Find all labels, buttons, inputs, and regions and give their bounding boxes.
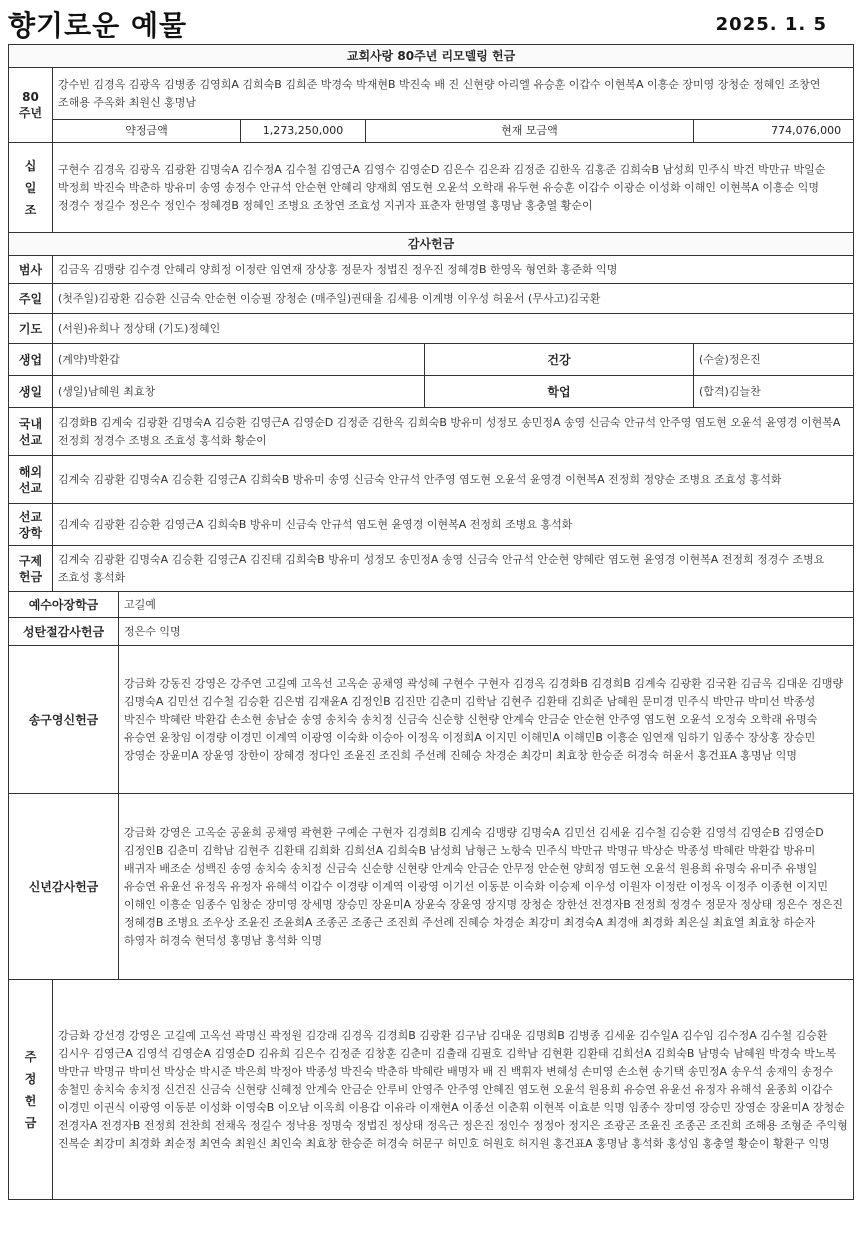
saengeop-donors: (계약)박환갑: [53, 344, 425, 376]
anniversary-label: [9, 68, 53, 143]
thanks-section-title: 감사헌금: [9, 233, 854, 256]
geongang-label: [425, 344, 694, 376]
new-year-offering-label: 신년감사헌금: [9, 794, 119, 980]
anniversary-label-text: 80 주년: [18, 90, 43, 120]
weekly-offering-donors: 강금화 강선경 강영은 고길예 고옥선 곽명신 곽정원 김강래 김경옥 김경희B 김광환 김구남 김대운 김명희B 김병종 김세윤 김수일A 김수임 김수정A 김수철 김승환 김시우 김영근A 김영석 김영순A 김영순D 김유희 김은수 김정준 김창훈 김춘미 김출래 김필호 김학남 김현환 김환태 김희선A 김희숙B 남명숙 남혜원 박경숙 박노복 박만규 박명규 박미선 박상순 박시준 박은희 박정아 박종성 박진숙 박춘하 박혜란 배명자 배 진 백휘자 변혜성 손미영 손소현 송기택 송민정A 송우석 송재익 송정수 송철민 송치숙 송치정 신건진 신금숙 신현량 신혜정 안계숙 안금순 안루비 안영주 안주영 안혜진 염도현 오윤석 원용희 유승연 유윤선 유정자 유해석 윤종희 이갑수 이경민 이권식 이광영 이동분 이성화 이영숙B 이오남 이옥희 이용갑 이유라 이재현A 이종선 이춘휘 이현복 이효분 익명 임종수 장미영 장승민 장영순 장윤미A 장청순 전경자A 전경자B 전정희 전찬희 전채옥 정길수 정낙용 정명숙 정법진 정상태 정옥근 정은진 정인수 정정아 정지은 조광곤 조윤진 조종곤 조진희 조해용 조형준 주익형 진복순 최강미 최경화 최순정 최연숙 최원신 최인숙 최효창 한승준 허경숙 허문구 허민호 허원호 허지원 홍건표A 홍명남 홍석화 홍성임 홍충열 황순이 황환구 익명: [53, 980, 854, 1200]
anniversary-donors: 강수빈 김경옥 김광옥 김병종 김영희A 김희숙B 김희준 박경숙 박재현B 박진숙 배 진 신현량 아리엘 유승훈 이갑수 이현복A 이흥순 장미영 장청순 정혜인 조창연 조해용 주옥화 최원신 홍명남: [53, 68, 854, 120]
juil-donors: (첫주일)김광환 김승환 신금숙 안순현 이승필 장청순 (매주일)권태율 김세용 이계병 이우성 허윤서 (무사고)김국환: [53, 284, 854, 314]
anniversary-section-title: 교회사랑 80주년 리모델링 헌금: [9, 45, 854, 68]
relief-offering-label: [9, 546, 53, 592]
new-year-offering-donors: 강금화 강영은 고옥순 공윤희 공채영 곽현환 구예순 구현자 김경희B 김계숙 김맹량 김명숙A 김민선 김세윤 김수철 김승환 김영석 김영순B 김영순D 김정인B 김춘미 김학남 김현주 김환태 김희화 김희선A 김희숙B 남성희 남형근 노항숙 민주식 박만규 박명규 박상순 박종성 박혜란 박환갑 방유미 배귀자 배조순 성백진 송영 송치숙 송치정 신금숙 신순향 신현량 안계숙 안금순 안무정 안순현 양희정 염도현 오윤석 원용희 유명숙 유미주 유병일 유승연 유윤선 유정옥 유정자 유해석 이갑수 이경량 이계역 이광영 이기선 이동분 이숙화 이승제 이우성 이원자 이정란 이정옥 이정주 이종현 이지민 이해인 이흥순 임종수 임창순 장미영 장세명 장승민 장윤미A 장윤숙 장윤영 장지명 장청순 장한선 전경자B 전정희 정경수 정문자 정상태 정은수 정은진 정혜경B 조병요 조우상 조윤진 조윤희A 조종곤 조종근 조진희 주선례 진혜승 차경순 최강미 최경숙A 최경애 최경화 최은실 최효열 최효창 하순자 하영자 허경숙 현덕성 홍명남 홍석화 익명: [119, 794, 854, 980]
mission-scholarship-label-text: 선교 장학: [18, 509, 43, 540]
year-end-offering-label: 송구영신헌금: [9, 646, 119, 794]
page-title: 향기로운 예물: [8, 9, 188, 42]
relief-offering-donors: 김계숙 김광환 김명숙A 김승환 김영근A 김진태 김희숙B 방유미 성정모 송민정A 송영 신금숙 안규석 안순현 양혜란 염도현 윤영경 이현복A 전정희 정경수 조병요 조효성 홍석화: [53, 546, 854, 592]
geongang-label-text: 건강: [547, 352, 571, 367]
domestic-mission-label: [9, 408, 53, 456]
geongang-donors: (수술)정은진: [694, 344, 854, 376]
hakeop-label: [425, 376, 694, 408]
relief-offering-label-text: 구제 헌금: [18, 553, 43, 584]
bapsa-donors: 김금옥 김맹량 김수경 안혜리 양희정 이정란 임연재 장상홍 정문자 정법진 정우진 정혜경B 한영옥 형연화 홍준화 익명: [53, 256, 854, 284]
offering-table: [8, 44, 854, 1200]
year-end-offering-donors: 강금화 강동진 강영은 강주연 고길예 고옥선 고옥순 공채영 곽성혜 구현수 구현자 김경옥 김경화B 김경희B 김계숙 김광환 김국환 김금옥 김대운 김맹량 김명숙A 김민선 김수철 김승환 김은범 김재윤A 김정인B 김진만 김춘미 김학남 김현주 김환태 김희준 남혜원 문미경 민주식 박만규 박미선 박종성 박진수 박혜란 박환갑 손소현 송남순 송영 송치숙 송치정 신금숙 신순향 신현량 안계숙 안금순 안순현 안주영 염도현 오윤석 오정숙 오학래 유명숙 유승연 윤창임 이경량 이경민 이계역 이광영 이숙화 이승아 이정옥 이정희A 이지민 이해민A 이해민B 이흥순 임연재 임하기 임종수 장상홍 장승민 장영순 장윤미A 장윤영 장한이 장혜경 정다인 조윤진 조진희 주선례 진혜승 차경순 최강미 최효창 한승준 허경숙 허윤서 홍건표A 홍명남 익명: [119, 646, 854, 794]
yeshua-scholarship-label: 예수아장학금: [9, 592, 119, 618]
pledge-amount-label: 약정금액: [53, 120, 241, 143]
current-amount-value: 774,076,000: [694, 120, 854, 143]
mission-scholarship-donors: 김계숙 김광환 김승환 김영근A 김희숙B 방유미 신금숙 안규석 염도현 윤영경 이현복A 전정희 조병요 홍석화: [53, 504, 854, 546]
foreign-mission-donors: 김계숙 김광환 김명숙A 김승환 김영근A 김희숙B 방유미 송영 신금숙 안규석 안주영 염도현 오윤석 윤영경 이현복A 전정희 정양순 조병요 조효성 홍석화: [53, 456, 854, 504]
hakeop-label-text: 학업: [547, 384, 571, 399]
juil-label: 주일: [9, 284, 53, 314]
weekly-offering-label: [9, 980, 53, 1200]
saengil-label: 생일: [9, 376, 53, 408]
hakeop-donors: (합격)김늘찬: [694, 376, 854, 408]
bapsa-label: 범사: [9, 256, 53, 284]
christmas-offering-label: 성탄절감사헌금: [9, 618, 119, 646]
foreign-mission-label-text: 해외 선교: [18, 464, 43, 495]
weekly-offering-label-text: 주 정 헌 금: [24, 1049, 37, 1130]
current-amount-label: 현재 모금액: [366, 120, 694, 143]
foreign-mission-label: [9, 456, 53, 504]
domestic-mission-label-text: 국내 선교: [18, 416, 43, 447]
yeshua-scholarship-donors: 고길예: [119, 592, 854, 618]
page-header: [0, 0, 861, 44]
pledge-amount-value: 1,273,250,000: [241, 120, 366, 143]
mission-scholarship-label: [9, 504, 53, 546]
saengeop-label: 생업: [9, 344, 53, 376]
gido-donors: (서원)유희나 정상태 (기도)정혜인: [53, 314, 854, 344]
tithe-donors: 구현수 김경옥 김광옥 김광환 김명숙A 김수정A 김수철 김영근A 김영수 김영순D 김은수 김은좌 김정준 김한옥 김홍준 김희숙B 남성희 민주식 박건 박만규 박일순 박정희 박진숙 박춘하 방유미 송영 송정수 안규석 안순현 안혜리 양재희 염도현 오윤석 오학래 유두현 유승훈 이갑수 이광순 이성화 이해인 이현복A 이흥순 익명 정경수 정길수 정은수 정인수 정혜경B 정혜인 조병요 조창연 조효성 지귀자 표춘자 한명열 홍명남 홍충열 황순이: [53, 143, 854, 233]
tithe-label: [9, 143, 53, 233]
gido-label: 기도: [9, 314, 53, 344]
domestic-mission-donors: 김경화B 김계숙 김광환 김명숙A 김승환 김영근A 김영순D 김정준 김한옥 김희숙B 방유미 성정모 송민정A 송영 신금숙 안규석 안주영 염도현 오윤석 윤영경 이현복A 전정희 정경수 조병요 조효성 홍석화 황순이: [53, 408, 854, 456]
christmas-offering-donors: 정은수 익명: [119, 618, 854, 646]
bulletin-date: 2025. 1. 5: [715, 14, 827, 35]
tithe-label-text: 십 일 조: [24, 158, 37, 217]
saengil-donors: (생일)남혜원 최효창: [53, 376, 425, 408]
